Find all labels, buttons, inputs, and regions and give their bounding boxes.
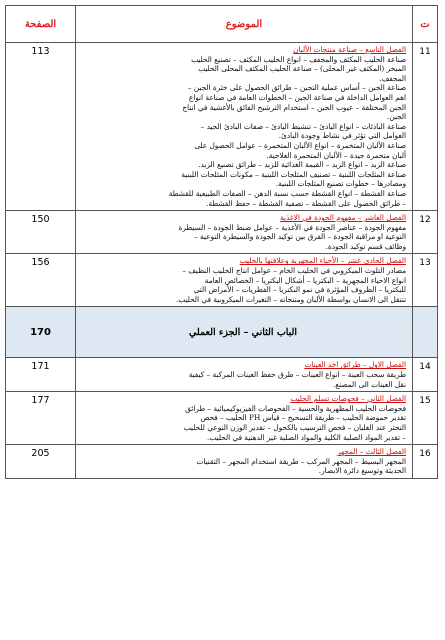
topic-line: التخثر عند الغليان – فحص الترسيب بالكحول – تقدير الوزن النوعي للحليب (183, 423, 406, 432)
row-number: 12 (413, 211, 438, 254)
toc-row (6, 358, 438, 392)
topic-line: انواع الاحياء المجهرية – البكتريا – أشكال البكتريا – الخصائص العامة (204, 275, 406, 285)
part-num (413, 307, 438, 358)
topic-line: وظائف قسم توكيد الجودة. (325, 241, 406, 251)
header-row (6, 6, 438, 43)
topic-line: المجفف. (379, 73, 406, 83)
topic-line: مصادر التلوث الميكروبي في الحليب الخام – عوامل انتاج الحليب النظيف – (182, 266, 406, 276)
toc-row (6, 445, 438, 479)
topic-line: صناعة القشطة – انواع القشطة حسب نسبة الدهن – الصفات الطبيعية للقشطة (168, 188, 406, 198)
topic-line: نقل العينات الى المصنع. (332, 379, 406, 389)
topic-line: طريقة سحب العينة – انواع العينات – طرق حفظ العينات المركبة – كيفية (188, 370, 406, 380)
topic-line: اهم العوامل الداخلة في صناعة الجبن – الخطوات العامة في صناعة انواع (188, 92, 406, 102)
header-topic: الموضوع (76, 6, 413, 43)
topic-line: صناعة الزبد – انواع الزبد – القيمة الغذائية للزبد – طرائق تصنيع الزبد. (198, 160, 406, 170)
topic-line: – تقدير المواد الصلبة الكلية والمواد الصلبة غير الدهنية في الحليب. (207, 432, 406, 442)
topic-line: صناعة الحليب المكثف والمجفف – انواع الحليب المكثف – تصنيع الحليب (191, 54, 406, 64)
row-number: 11 (413, 43, 438, 211)
toc-row (6, 211, 438, 254)
chapter-title: الفصل الثالث – المجهر (336, 447, 406, 457)
row-number: 14 (413, 358, 438, 392)
topic-line: مفهوم الجودة – عناصر الجودة في الأغذية – عوامل ضبط الجودة – السيطرة (178, 222, 406, 232)
row-number: 13 (413, 254, 438, 307)
part-row (6, 307, 438, 358)
header-page: الصفحة (6, 6, 76, 43)
row-topic (76, 445, 413, 479)
topic-line: ألبان متخمرة جيدة – الألبان المتخمرة العلاجية. (266, 150, 406, 160)
chapter-title: الفصل التاسع – صناعة منتجات الألبان (293, 45, 406, 54)
chapter-title: الفصل الاول – طرائق اخذ العينات (304, 360, 406, 370)
toc-row (6, 392, 438, 445)
topic-line: الحديثة وتوسيع دائرة الابصار. (318, 466, 406, 476)
topic-line: تقدير حموضة الحليب – طريقة التسحيح – قياس PH الحليب – فحص (200, 413, 406, 423)
row-topic (76, 392, 413, 445)
row-page: 177 (6, 392, 76, 445)
chapter-title: الفصل الحادي عشر – الأحياء المجهرية وعلاقتها بالحليب (239, 256, 406, 266)
topic-line: النوعية او مراقبة الجودة – الفرق بين توكيد الجودة والسيطرة النوعية – (194, 232, 406, 242)
row-topic (76, 358, 413, 392)
topic-line: صناعة المثلجات اللبنية – تصنيف المثلجات اللبنية – مكونات المثلجات اللبنية (181, 169, 406, 179)
topic-line: الجبن. (386, 112, 406, 122)
row-number: 15 (413, 392, 438, 445)
topic-line: المجهر البسيط – المجهر المركب – طريقة استخدام المجهر – التقنيات (196, 456, 406, 466)
topic-line: للبكتريا – الظروف المؤثرة في نمو البكتريا – الفطريات – الأمراض التي (193, 285, 406, 295)
topic-line: ومصادرها – خطوات تصنيع المثلجات اللبنية. (275, 179, 406, 189)
topic-line: – طرائق الحصول على القشطة – تصفية القشطة – حفظ القشطة. (206, 198, 406, 208)
topic-line: صناعة البادئات – انواع البادئ – تنشيط البادئ – صفات البادئ الجيد – (200, 121, 406, 131)
header-num: ت (413, 6, 438, 43)
topic-line: المبخر (المكثف غير المحلى) – صناعة الحليب المكثف المحلى الحليب (198, 64, 406, 74)
chapter-title: الفصل العاشر – مفهوم الجودة في الاغذية (280, 213, 406, 223)
row-topic (76, 211, 413, 254)
topic-line: العوامل التي تؤثر في نشاط وجودة البادئ. (278, 131, 406, 141)
part-page: 170 (6, 307, 76, 358)
row-page: 156 (6, 254, 76, 307)
row-topic (76, 254, 413, 307)
topic-line: صناعة الألبان المتخمرة – انواع الألبان المتخمرة – عوامل الحصول على (194, 140, 406, 150)
row-page: 171 (6, 358, 76, 392)
row-topic (76, 43, 413, 211)
row-number: 16 (413, 445, 438, 479)
toc-table (5, 5, 438, 479)
topic-line: تنتقل الى الانسان بواسطة الألبان ومنتجاته – التغيرات الميكروبية في الحليب. (175, 294, 406, 304)
row-page: 113 (6, 43, 76, 211)
row-page: 150 (6, 211, 76, 254)
toc-row (6, 254, 438, 307)
chapter-title: الفصل الثاني – فحوصات تسلم الحليب (290, 394, 406, 404)
toc-row (6, 43, 438, 211)
topic-line: صناعة الجبن – أساس عملية التجبن – طرائق الحصول على خثرة الجبن – (187, 83, 406, 93)
topic-line: فحوصات الحليب المظهرية والحسية – الفحوصات الفيزيوكيميائية – طرائق (185, 403, 406, 413)
row-page: 205 (6, 445, 76, 479)
topic-line: الجبن المختلفة – عيوب الجبن – استخدام الترشيح الفائق بالأغشية في انتاج (182, 102, 406, 112)
part-title: الباب الثاني – الجزء العملي (76, 307, 413, 358)
